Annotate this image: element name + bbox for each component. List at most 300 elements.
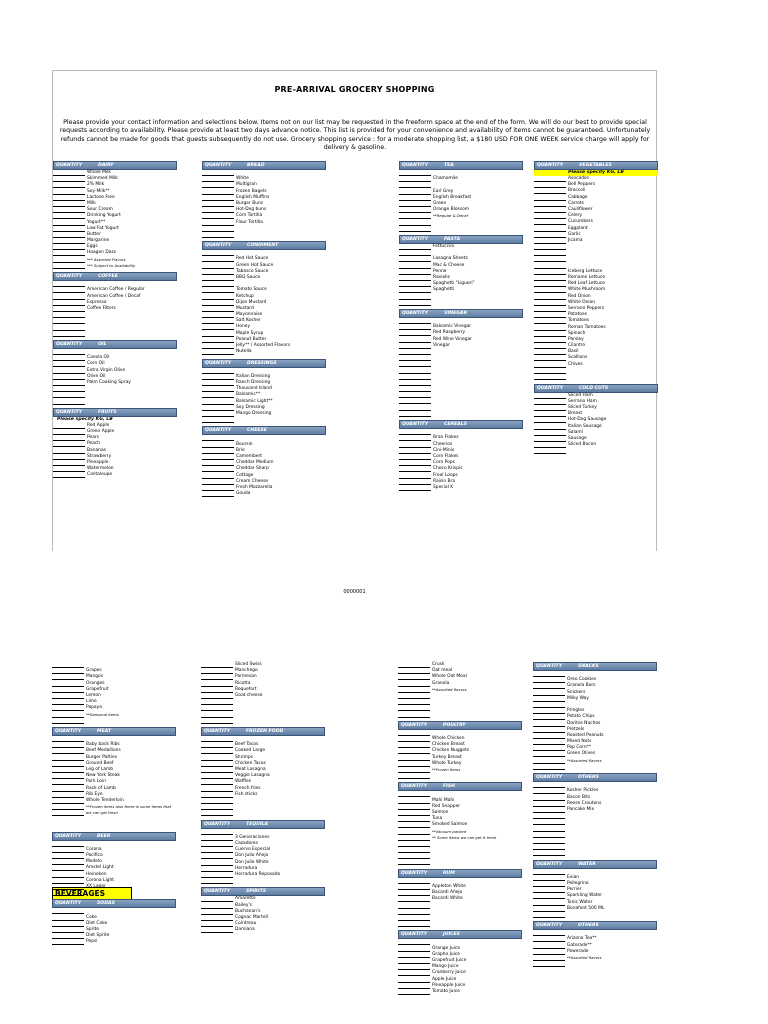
item-label: Thousand Island xyxy=(236,386,272,392)
item-label: Gouda xyxy=(236,491,251,497)
section-header xyxy=(53,340,177,349)
item-label: Bailey's xyxy=(235,902,252,908)
item-label: Amstel Light xyxy=(86,865,114,871)
item-label: Amaretto xyxy=(235,896,256,902)
section-spirits xyxy=(201,887,325,933)
item-row xyxy=(201,718,325,724)
section-title: BEER xyxy=(97,833,111,839)
quantity-label: QUANTITY xyxy=(56,163,83,168)
section-header xyxy=(534,384,658,393)
quantity-label: QUANTITY xyxy=(55,729,82,734)
item-label: Bran Flakes xyxy=(433,435,459,441)
section-title: SNACKS xyxy=(578,664,599,669)
item-label: Ground Beef xyxy=(86,760,114,766)
item-label: Drinking Yogurt xyxy=(87,213,121,219)
item-row xyxy=(398,921,522,927)
item-label: Diet Coke xyxy=(86,920,108,926)
item-label: Sparkling Water xyxy=(567,893,602,899)
item-label: *** Subject to Availability xyxy=(87,262,136,268)
section-title: VINEGAR xyxy=(444,311,468,316)
item-label: Yogurt** xyxy=(87,219,106,225)
item-label: Peanut Butter xyxy=(236,336,267,342)
item-label: Bacardi Añejo xyxy=(432,890,463,896)
page-code: 0000001 xyxy=(343,589,366,595)
section-title: FROZEN FOOD xyxy=(246,729,284,734)
quantity-label: QUANTITY xyxy=(205,163,232,168)
item-label: Carrots xyxy=(568,200,584,206)
item-label: Cilantro xyxy=(568,343,586,349)
item-label: Pepsi xyxy=(86,939,98,945)
quantity-blank[interactable] xyxy=(53,477,85,478)
quantity-blank[interactable] xyxy=(53,268,85,269)
item-row xyxy=(52,890,176,896)
quantity-blank[interactable] xyxy=(399,416,431,417)
item-label: Potato Chips xyxy=(567,714,595,720)
section-title: POULTRY xyxy=(443,722,466,728)
section-vinegar xyxy=(399,309,523,417)
section-snacks xyxy=(533,662,657,770)
form-page-1 xyxy=(52,70,657,595)
item-label: Papaya xyxy=(86,705,102,711)
item-label: Cooked Large xyxy=(235,748,266,754)
item-row xyxy=(202,417,326,423)
item-label: Hot-Dog buns xyxy=(236,207,267,213)
item-label: Pringles xyxy=(567,708,585,714)
item-label: American Coffee / Regular xyxy=(87,287,145,293)
section-sodas xyxy=(52,899,176,945)
section-dressings xyxy=(202,359,326,424)
section-header xyxy=(398,782,522,791)
item-label: Salami xyxy=(568,429,583,435)
section-cereals xyxy=(399,420,523,491)
item-label: Cabbage xyxy=(568,194,588,200)
section-header xyxy=(533,921,657,930)
quantity-blank[interactable] xyxy=(398,717,430,718)
item-label: Serrano Ham xyxy=(568,398,597,404)
item-label: Camembert xyxy=(236,453,263,459)
item-row xyxy=(53,399,177,405)
item-label: Pork Loin xyxy=(86,779,106,785)
section-header xyxy=(52,832,176,841)
section-title: COFFEE xyxy=(98,274,118,280)
section-header xyxy=(52,727,176,736)
item-label: Skimmed Milk xyxy=(87,176,118,182)
section-header xyxy=(53,161,177,170)
item-row xyxy=(399,411,523,417)
quantity-blank[interactable] xyxy=(202,354,234,355)
quantity-label: QUANTITY xyxy=(204,821,231,827)
section-fruits xyxy=(53,408,177,479)
quantity-blank[interactable] xyxy=(53,404,85,405)
item-label: Ricotta xyxy=(235,680,251,686)
section-note: Please specify KG, LB xyxy=(534,170,658,176)
item-label: Cognac Martell xyxy=(235,914,268,920)
item-label: Spinach xyxy=(568,330,586,336)
item-label: Breast xyxy=(568,411,583,417)
item-label: Chicken Breast xyxy=(432,742,465,748)
section-header xyxy=(202,426,326,435)
item-label: Milk xyxy=(87,200,96,206)
item-label: Roasted Peanuts xyxy=(567,732,604,738)
section-header xyxy=(533,662,657,671)
quantity-label: QUANTITY xyxy=(56,409,83,415)
item-label: Cheddar Medium xyxy=(236,460,274,466)
quantity-label: QUANTITY xyxy=(55,901,82,907)
quantity-label: QUANTITY xyxy=(55,833,82,839)
item-label: XX Lager xyxy=(86,883,106,889)
quantity-blank[interactable] xyxy=(398,994,430,995)
item-label: Oranges xyxy=(86,680,105,686)
quantity-label: QUANTITY xyxy=(402,422,429,428)
item-label: Red Onion xyxy=(568,293,591,299)
item-label: Modelo xyxy=(86,859,102,865)
quantity-blank[interactable] xyxy=(52,944,84,945)
item-row xyxy=(201,878,325,884)
item-label: Cini-Minis xyxy=(433,447,455,453)
item-label: Italian Dressing xyxy=(236,373,271,379)
item-label: Sour Cream xyxy=(87,207,113,213)
item-label: Whole Tenderloin xyxy=(86,797,124,803)
item-row xyxy=(534,448,658,454)
quantity-blank[interactable] xyxy=(201,932,233,933)
quantity-label: QUANTITY xyxy=(401,784,428,790)
quantity-blank[interactable] xyxy=(534,453,566,454)
item-row xyxy=(398,859,522,865)
section-header xyxy=(53,272,177,281)
quantity-blank[interactable] xyxy=(202,422,234,423)
item-label: Grapefruit Juice xyxy=(432,957,467,963)
quantity-label: QUANTITY xyxy=(402,163,429,168)
item-label: Canola Oil xyxy=(87,355,110,361)
item-label: Salmon xyxy=(432,809,449,815)
item-label: Earl Grey xyxy=(433,188,454,194)
item-label: **Frozen items xyxy=(432,766,461,772)
item-label: Multigran xyxy=(236,182,257,188)
item-label: Green Apple xyxy=(87,428,115,434)
quantity-blank[interactable] xyxy=(398,778,430,779)
quantity-blank[interactable] xyxy=(53,336,85,337)
item-label: Burger Patties xyxy=(86,754,118,760)
item-label: Buchanan's xyxy=(235,908,261,914)
item-label: 2% Milk xyxy=(87,182,105,188)
quantity-label: QUANTITY xyxy=(536,775,563,781)
item-label: we can get fresh xyxy=(86,810,118,816)
item-label: Bacardi White xyxy=(432,896,463,902)
quantity-blank[interactable] xyxy=(533,855,565,856)
item-row xyxy=(53,331,177,337)
quantity-label: QUANTITY xyxy=(402,237,429,242)
item-label: Avocados xyxy=(568,176,589,181)
item-label: Brie xyxy=(236,447,245,453)
item-label: English Muffins xyxy=(236,194,270,200)
item-label: Red Wine Vinegar xyxy=(433,336,472,342)
section-title: CEREALS xyxy=(444,422,467,428)
section-title: RUM xyxy=(443,870,455,876)
section-header xyxy=(398,721,522,730)
item-label: Coffee Filters xyxy=(87,305,116,311)
item-label: Corn Oil xyxy=(87,361,105,367)
quantity-label: QUANTITY xyxy=(56,274,83,280)
quantity-blank[interactable] xyxy=(398,926,430,927)
item-label: Tuna xyxy=(432,816,443,822)
section-title: MEAT xyxy=(97,729,111,734)
item-label: Mahi Mahi xyxy=(432,797,455,803)
quantity-blank[interactable] xyxy=(398,864,430,865)
item-label: New York Steak xyxy=(86,773,120,779)
section-header xyxy=(533,860,657,869)
item-label: Perrier xyxy=(567,887,582,893)
section-title: SPIRITS xyxy=(246,889,267,895)
item-label: Spaghetti "Liguori" xyxy=(433,281,475,287)
item-label: Whole Turkey xyxy=(432,760,462,766)
quantity-blank[interactable] xyxy=(52,723,84,724)
item-row xyxy=(53,263,177,269)
item-row xyxy=(399,300,523,306)
section-vegetables xyxy=(534,161,658,380)
intro-paragraph: Please provide your contact information and selections below. Items not on our list may be requested in the freeform space at the end of the form. We will do our best to provide special requests according to availability. Please provide at least two days advance notice. This list is provided for your convenience and availability of items cannot be guaranteed. Unfortunately refunds cannot be made for goods that guests subsequently do not use. Grocery shopping service : for a moderate shopping list, a $180 USD FOR ONE WEEK service charge will apply for delivery & gasoline. xyxy=(59,119,651,152)
item-label: Honey xyxy=(236,324,251,330)
item-row xyxy=(202,491,326,497)
item-label: Doritos Nachos xyxy=(567,720,601,726)
item-label: Rack of Lamb xyxy=(86,785,116,791)
item-label: **Frozen items also there is some items that xyxy=(86,804,172,810)
item-label: Lemon xyxy=(86,692,101,698)
section-title: PASTA xyxy=(444,237,461,242)
section-oil xyxy=(53,340,177,405)
item-label: Potatoes xyxy=(568,312,587,318)
quantity-label: QUANTITY xyxy=(537,385,564,391)
item-label: Flour Tortilla xyxy=(236,219,263,225)
item-label: Sprite xyxy=(86,926,100,932)
item-label: Pop Corn** xyxy=(567,745,592,751)
item-label: Pacifico xyxy=(86,852,103,858)
quantity-blank[interactable] xyxy=(399,231,431,232)
quantity-blank[interactable] xyxy=(201,815,233,816)
item-label: **Regular & Decaf xyxy=(433,213,468,219)
item-label: French fries xyxy=(235,785,261,791)
section-title: OIL xyxy=(98,342,107,347)
section-continued xyxy=(398,662,522,718)
item-row xyxy=(52,810,176,816)
item-label: Cheddar Sharp xyxy=(236,466,269,472)
section-condiment xyxy=(202,241,326,355)
item-label: Crusli xyxy=(432,662,445,667)
item-label: Heineken xyxy=(86,871,107,877)
item-label: Frool Loops xyxy=(433,472,458,478)
item-label: Peach xyxy=(87,441,101,447)
quantity-label: QUANTITY xyxy=(205,360,232,366)
item-label: Cucumbers xyxy=(568,219,593,225)
item-label: Gatorade** xyxy=(567,942,592,948)
item-label: Low Fat Yogurt xyxy=(87,225,119,231)
item-label: Tonic Water xyxy=(567,899,593,905)
item-label: English Breakfast xyxy=(433,194,472,200)
item-label: Soy Dressing xyxy=(236,404,265,410)
section-tea xyxy=(399,161,523,232)
section-continued xyxy=(52,662,176,724)
item-label: Boursin xyxy=(236,441,253,447)
section-header xyxy=(399,235,523,244)
item-label: Veggie Lasagna xyxy=(235,773,270,779)
item-label: Mac & Cheese xyxy=(433,262,465,268)
section-header xyxy=(399,161,523,170)
item-label: Chives xyxy=(568,361,583,367)
quantity-label: QUANTITY xyxy=(536,923,563,929)
quantity-blank[interactable] xyxy=(533,966,565,967)
section-title: SODAS xyxy=(97,901,115,907)
quantity-blank[interactable] xyxy=(201,883,233,884)
item-label: Pancake Mix xyxy=(567,806,595,812)
item-label: White xyxy=(236,176,249,182)
item-label: Lactose Free xyxy=(87,194,115,200)
section-header xyxy=(399,309,523,318)
section-others xyxy=(533,921,657,967)
item-label: **Vacuum packed xyxy=(432,828,467,834)
section-tequila xyxy=(201,820,325,885)
item-label: Turkey Breast xyxy=(432,754,462,760)
quantity-label: QUANTITY xyxy=(536,664,563,669)
quantity-blank[interactable] xyxy=(202,237,234,238)
item-label: Sliced Bacon xyxy=(568,442,597,448)
item-label: Waffles xyxy=(235,779,251,785)
item-label: Smoked Salmon xyxy=(432,822,468,828)
item-label: Corona Light xyxy=(86,877,114,883)
item-label: Iceberg Lettuce xyxy=(568,268,603,274)
section-fish xyxy=(398,782,522,865)
item-label: Don Julio White xyxy=(235,859,269,865)
item-label: Cantaloupe xyxy=(87,472,113,478)
item-label: Ketchup xyxy=(236,293,254,299)
section-header xyxy=(201,727,325,736)
quantity-label: QUANTITY xyxy=(401,932,428,938)
item-label: Tomatoes xyxy=(568,318,589,324)
item-label: Bell Peppers xyxy=(568,182,596,188)
section-note: Please specify KG, LB xyxy=(57,416,113,422)
section-coffee xyxy=(53,272,177,337)
section-header xyxy=(53,408,177,417)
quantity-blank[interactable] xyxy=(533,917,565,918)
item-label: Basil xyxy=(568,349,579,355)
item-label: Mango Juice xyxy=(432,964,459,970)
item-label: Pineapple Juice xyxy=(432,982,466,988)
item-label: Roman Tomatoes xyxy=(568,324,606,330)
item-label: Roquefort xyxy=(235,686,257,692)
item-label: Soy Milk** xyxy=(87,188,110,194)
section-poultry xyxy=(398,721,522,780)
item-label: Fresh Mozzarella xyxy=(236,484,273,490)
item-label: Extra Virgin Olive xyxy=(87,367,126,373)
item-label: Tabasco Sauce xyxy=(236,268,269,274)
item-label: Vinegar xyxy=(433,342,450,348)
quantity-blank[interactable] xyxy=(533,769,565,770)
item-label: Tomato Juice xyxy=(432,988,460,994)
section-title: TEQUILA xyxy=(246,821,269,827)
quantity-label: QUANTITY xyxy=(204,889,231,895)
item-label: Salt Kosher xyxy=(236,318,261,324)
item-label: Pineapple xyxy=(87,459,109,465)
item-label: Milky Way xyxy=(567,695,589,701)
section-title: DAIRY xyxy=(98,163,114,168)
item-label: Red Raspberry xyxy=(433,330,466,336)
item-label: Beef Tacos xyxy=(235,742,259,748)
item-label: Romaine Lettuce xyxy=(568,275,606,280)
item-row xyxy=(533,850,657,856)
item-label: Special K xyxy=(433,484,454,490)
item-label: Meat Lasagna xyxy=(235,766,266,772)
item-label: Pellegrino xyxy=(567,880,589,886)
section-title: OTHERS xyxy=(578,923,599,929)
quantity-blank[interactable] xyxy=(52,895,84,896)
beverages-heading: BEVERAGES xyxy=(52,887,132,900)
item-label: Raisin Bra xyxy=(433,478,456,484)
item-label: Hot-Dog Sausage xyxy=(568,417,607,423)
item-label: Red Leaf Lettuce xyxy=(568,281,605,287)
item-label: **Assorted flavors xyxy=(567,954,602,960)
item-label: Green Olives xyxy=(567,751,596,757)
section-meat xyxy=(52,727,176,816)
quantity-blank[interactable] xyxy=(534,379,566,380)
quantity-blank[interactable] xyxy=(201,723,233,724)
item-label: Powerade xyxy=(567,948,589,954)
item-label: Graphe Juice xyxy=(432,951,460,957)
item-row xyxy=(53,472,177,478)
item-label: Oreo Cookies xyxy=(567,677,597,683)
item-label: Parmesan xyxy=(235,674,257,680)
quantity-blank[interactable] xyxy=(52,815,84,816)
quantity-blank[interactable] xyxy=(399,490,431,491)
item-label: Haagen Dazs xyxy=(87,250,117,256)
item-label: Grapes xyxy=(86,668,102,674)
item-label: Reese Croutons xyxy=(567,800,602,806)
item-label: Chamomile xyxy=(433,176,458,182)
section-others xyxy=(533,773,657,856)
quantity-blank[interactable] xyxy=(202,496,234,497)
section-title: WATER xyxy=(578,861,596,867)
section-continued xyxy=(201,662,325,724)
item-row xyxy=(399,226,523,232)
section-title: BREAD xyxy=(247,163,265,168)
item-label: Butter xyxy=(87,231,101,237)
item-row xyxy=(52,939,176,945)
quantity-label: QUANTITY xyxy=(205,243,232,249)
section-juices xyxy=(398,930,522,995)
item-label: Corn Tortilla xyxy=(236,213,263,219)
item-label: Corn Flakes xyxy=(433,453,459,459)
section-title: CHEESE xyxy=(247,428,267,434)
quantity-blank[interactable] xyxy=(399,305,431,306)
section-title: DRESSINGS xyxy=(247,360,277,366)
section-header xyxy=(201,820,325,829)
item-label: American Coffee / Decaf xyxy=(87,293,141,299)
item-label: Red Snapper xyxy=(432,803,461,809)
item-row xyxy=(398,773,522,779)
section-dairy xyxy=(53,161,177,269)
item-label: Diet Sprite xyxy=(86,933,110,939)
item-row xyxy=(52,718,176,724)
section-header xyxy=(398,930,522,939)
item-label: Jicama xyxy=(568,237,583,243)
item-label: Red Apple xyxy=(87,422,110,428)
section-title: JUICES xyxy=(443,932,460,938)
item-label: Apple Juice xyxy=(432,976,457,982)
item-label: Fettuccini xyxy=(433,244,455,249)
item-label: Whole Milk xyxy=(87,170,111,175)
item-label: Don Julio Añejo xyxy=(235,853,269,859)
item-label: Corn Pops xyxy=(433,460,455,466)
quantity-label: QUANTITY xyxy=(537,163,564,168)
item-label: Olive Oil xyxy=(87,373,106,379)
item-label: Lasagna Sheets xyxy=(433,256,468,262)
